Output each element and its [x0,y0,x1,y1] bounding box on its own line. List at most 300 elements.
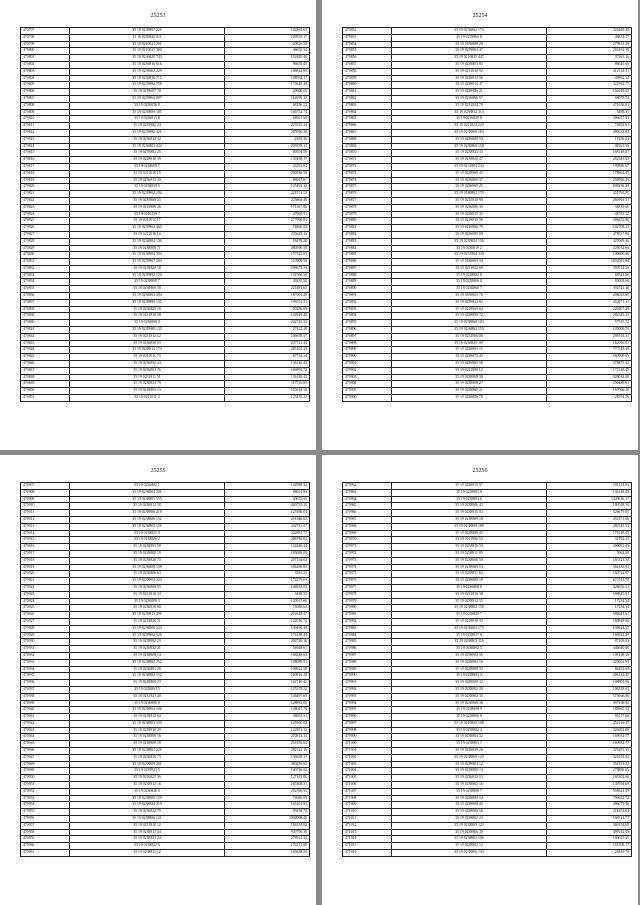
table-row [21,150,310,157]
record-id-cell: 470894 [343,313,392,320]
record-code-cell: 35 19 0238808 7 [70,279,225,286]
record-id-cell: 470925 [21,605,70,612]
record-amount-cell: 188965.53 [547,707,632,714]
record-code-cell: 35 19 0236809 89 [392,231,547,238]
record-id-cell: 470992 [343,686,392,693]
record-id-cell: 470866 [343,123,392,130]
record-id-cell: 470971 [343,544,392,551]
record-amount-cell: 325291.15 [547,748,632,755]
record-amount-cell: 199886.07 [547,163,632,170]
record-code-cell: 35 19 0238809 18 [392,516,547,523]
record-id-cell: 470841 [21,327,70,334]
record-id-cell: 470874 [343,177,392,184]
table-row [21,313,310,320]
record-amount-cell: 306435.80 [547,218,632,225]
record-code-cell: 35 19 0238814 47 [392,82,547,89]
record-id-cell: 471005 [343,775,392,782]
record-id-cell: 471011 [343,816,392,823]
record-amount-cell: 160722.07 [547,571,632,578]
table-row [343,272,632,279]
record-amount-cell: 423092.95 [547,659,632,666]
table-row [343,388,632,395]
record-amount-cell: 346640.80 [547,646,632,653]
record-code-cell: 35 19 0238802 35 [392,693,547,700]
record-id-cell: 470957 [21,822,70,829]
record-id-cell: 471016 [343,850,392,857]
record-id-cell: 470815 [21,150,70,157]
record-code-cell: 35 19 0186803 34 [392,259,547,266]
table-row [21,211,310,218]
table-row [21,578,310,585]
record-code-cell: 35 19 0238803 12 [392,761,547,768]
record-id-cell: 470928 [21,625,70,632]
record-amount-cell: 5962.98 [547,550,632,557]
record-id-cell: 470887 [343,265,392,272]
record-amount-cell: 87169.03 [547,639,632,646]
record-code-cell: 35 19 0236806 63 [70,571,225,578]
record-id-cell: 470797 [21,28,70,35]
record-code-cell: 35 19 0236808 36 [392,700,547,707]
record-id-cell: 470947 [21,754,70,761]
record-amount-cell: 171367.86 [225,204,310,211]
table-row [343,48,632,55]
record-amount-cell: 144988.32 [225,483,310,490]
record-id-cell: 470811 [21,123,70,130]
record-code-cell: 35 19 0211011 17 [70,218,225,225]
record-id-cell: 470988 [343,659,392,666]
record-id-cell: 470933 [21,659,70,666]
table-row [21,265,310,272]
record-amount-cell: 165638.58 [225,388,310,395]
table-row [343,591,632,598]
record-id-cell: 470939 [21,700,70,707]
table-row [21,843,310,850]
record-amount-cell: 100600.06 [547,252,632,259]
table-row [343,225,632,232]
record-amount-cell: 84492.69 [547,666,632,673]
record-code-cell: 35 19 0211806 53 [392,537,547,544]
record-amount-cell: 16478.20 [225,238,310,245]
record-code-cell: 35 19 0239862 363 [70,225,225,232]
table-row [21,95,310,102]
record-code-cell: 35 19 0236862 174 [392,28,547,35]
record-code-cell: 35 19 0238872 45 [392,354,547,361]
record-id-cell: 470861 [343,89,392,96]
record-id-cell: 470829 [21,245,70,252]
record-code-cell: 35 19 0238811 12 [70,850,225,857]
table-row [343,238,632,245]
record-amount-cell: 359514.39 [547,265,632,272]
record-id-cell: 471010 [343,809,392,816]
table-row [343,150,632,157]
record-amount-cell: 146935.93 [225,584,310,591]
record-id-cell: 470908 [21,489,70,496]
record-id-cell: 470855 [343,48,392,55]
record-code-cell: 35 19 0236815 97 [392,483,547,490]
record-id-cell: 470982 [343,618,392,625]
table-row [21,333,310,340]
record-code-cell: 35 19 0231810 18 [70,313,225,320]
record-amount-cell: 225866.48 [225,197,310,204]
record-id-cell: 470927 [21,618,70,625]
record-code-cell: 35 19 0238808 30 [392,374,547,381]
table-row [343,306,632,313]
table-row [21,802,310,809]
table-row [21,395,310,402]
record-id-cell: 470941 [21,714,70,721]
record-code-cell: 35 19 0236819 2 [392,245,547,252]
table-row [343,809,632,816]
table-row [21,680,310,687]
table-row [343,775,632,782]
record-id-cell: 470980 [343,605,392,612]
record-code-cell: 35 19 0238808 9 [392,707,547,714]
record-id-cell: 470990 [343,673,392,680]
table-row [21,748,310,755]
record-code-cell: 35 19 0239880 135 [70,299,225,306]
record-amount-cell: 242745.55 [225,320,310,327]
record-id-cell: 470911 [21,510,70,517]
record-code-cell: 35 19 0238808 71 [70,245,225,252]
record-amount-cell: 172279.03 [225,578,310,585]
record-id-cell: 470962 [343,483,392,490]
document-page-25253 [0,0,316,450]
record-id-cell: 470937 [21,686,70,693]
record-id-cell: 471002 [343,754,392,761]
record-code-cell: 35 19 0238869 183 [392,129,547,136]
table-row [21,686,310,693]
record-code-cell: 35 19 0238808 159 [70,795,225,802]
table-row [343,483,632,490]
record-amount-cell: 86667.67 [225,177,310,184]
record-amount-cell: 174212.08 [225,843,310,850]
record-id-cell: 470854 [343,41,392,48]
record-code-cell: 35 19 0238817 6 [392,632,547,639]
record-amount-cell: 136638.37 [225,754,310,761]
record-amount-cell: 106558.05 [547,686,632,693]
table-row [21,340,310,347]
record-amount-cell: 266993.31 [547,197,632,204]
record-id-cell: 470863 [343,102,392,109]
record-code-cell: 35 19 0231810 12 [70,822,225,829]
record-code-cell: 35 19 0238802 39 [392,686,547,693]
record-code-cell: 35 19 0239863 47 [392,48,547,55]
record-amount-cell: 130288.17 [225,157,310,164]
table-row [343,503,632,510]
table-row [21,510,310,517]
table-row [343,327,632,334]
record-code-cell: 35 19 0239868 55 [70,197,225,204]
table-row [343,136,632,143]
record-id-cell: 470825 [21,218,70,225]
record-id-cell: 470949 [21,768,70,775]
record-code-cell: 35 19 0239804 304 [70,252,225,259]
record-id-cell: 470900 [343,354,392,361]
record-amount-cell: 326656.31 [547,584,632,591]
table-row [21,618,310,625]
record-id-cell: 470806 [21,89,70,96]
record-amount-cell: 425969.46 [547,238,632,245]
table-row [343,523,632,530]
record-id-cell: 470973 [343,557,392,564]
table-row [343,734,632,741]
table-row [343,204,632,211]
record-id-cell: 470867 [343,129,392,136]
record-amount-cell: 108584.17 [225,75,310,82]
table-row [21,347,310,354]
record-code-cell: 35 19 0238803 355 [70,496,225,503]
record-code-cell: 35 19 0238823 24 [70,836,225,843]
record-id-cell: 470918 [21,557,70,564]
record-code-cell: 35 19 0239869 8 [392,34,547,41]
record-amount-cell: 558624.39 [547,788,632,795]
table-row [343,340,632,347]
record-table [20,27,310,402]
table-row [21,191,310,198]
table-row [343,293,632,300]
record-id-cell: 470835 [21,286,70,293]
record-code-cell: 35 19 0236809 55 [70,584,225,591]
record-id-cell: 470979 [343,598,392,605]
record-amount-cell: 160926.28 [225,673,310,680]
table-row [21,61,310,68]
record-code-cell: 35 19 0236862 153 [392,327,547,334]
record-code-cell: 35 19 0239824 156 [392,238,547,245]
table-row [343,714,632,721]
table-row [343,89,632,96]
table-row [21,816,310,823]
record-code-cell: 35 19 0238802 16 [392,782,547,789]
record-amount-cell: 298193.31 [547,333,632,340]
table-row [343,116,632,123]
record-amount-cell: 169982.77 [547,741,632,748]
record-amount-cell: 285956.30 [225,129,310,136]
record-id-cell: 471000 [343,741,392,748]
record-id-cell: 470873 [343,170,392,177]
page-number: 25255 [150,468,166,474]
record-amount-cell: 168148.07 [547,150,632,157]
record-code-cell: 35 19 0238808 7 [392,788,547,795]
record-id-cell: 470956 [21,816,70,823]
record-id-cell: 470940 [21,707,70,714]
table-row [21,714,310,721]
record-id-cell: 470888 [343,272,392,279]
table-row [343,788,632,795]
record-id-cell: 470877 [343,197,392,204]
record-code-cell: 35 19 0238826 51 [70,618,225,625]
record-id-cell: 470981 [343,612,392,619]
record-id-cell: 470897 [343,333,392,340]
record-code-cell: 35 19 0238806 45 [392,530,547,537]
record-code-cell: 35 19 0238806 56 [392,809,547,816]
record-code-cell: 35 19 0231811 51 [70,374,225,381]
table-row [21,768,310,775]
record-amount-cell: 122016.74 [225,618,310,625]
record-amount-cell: 286786.04 [225,537,310,544]
record-amount-cell: 110909.59 [225,259,310,266]
record-code-cell: 35 19 0210886 26 [70,204,225,211]
record-amount-cell: 125478.22 [225,395,310,402]
record-amount-cell: 146625.45 [547,836,632,843]
record-amount-cell: 321693.32 [547,754,632,761]
table-row [21,673,310,680]
table-row [21,82,310,89]
record-code-cell: 35 19 0239882 321 [70,129,225,136]
record-code-cell: 35 19 0238802 106 [392,836,547,843]
table-row [343,598,632,605]
record-amount-cell: 139594.68 [547,782,632,789]
table-row [343,659,632,666]
record-id-cell: 471006 [343,782,392,789]
record-amount-cell: 279813.30 [547,41,632,48]
record-id-cell: 470816 [21,157,70,164]
table-row [21,48,310,55]
record-amount-cell: 1002081.84 [547,259,632,266]
table-row [21,89,310,96]
record-code-cell: 35 19 0239887 226 [70,28,225,35]
record-id-cell: 470993 [343,693,392,700]
record-code-cell: 35 19 0238802 35 [392,652,547,659]
record-id-cell: 470907 [21,483,70,490]
record-id-cell: 470896 [343,327,392,334]
record-code-cell: 35 19 0218865 64 [392,306,547,313]
record-id-cell: 470936 [21,680,70,687]
record-code-cell: 35 19 0238806 8 [392,714,547,721]
record-id-cell: 470946 [21,748,70,755]
table-row [343,618,632,625]
record-amount-cell: 392741.38 [547,286,632,293]
record-code-cell: 35 19 0238808 43 [392,802,547,809]
record-amount-cell: 50286.69 [225,306,310,313]
record-amount-cell: 165308.51 [225,782,310,789]
record-code-cell: 35 19 0238806 8 [392,279,547,286]
record-code-cell: 35 19 0236808 3 [70,598,225,605]
record-code-cell: 35 19 0236803 28 [70,666,225,673]
record-id-cell: 470838 [21,306,70,313]
record-id-cell: 470852 [343,28,392,35]
table-row [21,727,310,734]
record-code-cell: 35 19 0231852 68 [392,265,547,272]
record-id-cell: 470862 [343,95,392,102]
table-row [343,727,632,734]
record-id-cell: 470871 [343,157,392,164]
record-code-cell: 35 19 0236812 53 [392,775,547,782]
table-row [21,34,310,41]
record-code-cell: 35 19 0238824 219 [70,802,225,809]
record-id-cell: 470923 [21,591,70,598]
record-code-cell: 35 19 0238822 8 [392,272,547,279]
record-id-cell: 470972 [343,550,392,557]
record-code-cell: 35 19 0218816 56 [392,218,547,225]
record-amount-cell: 17236.54 [547,136,632,143]
record-amount-cell: 68611.60 [225,116,310,123]
record-id-cell: 470948 [21,761,70,768]
table-row [21,293,310,300]
record-id-cell: 470865 [343,116,392,123]
record-id-cell: 470846 [21,361,70,368]
record-id-cell: 470879 [343,211,392,218]
record-id-cell: 470953 [21,795,70,802]
record-amount-cell: 3488.55 [225,591,310,598]
record-amount-cell: 48161.56 [547,143,632,150]
table-row [343,68,632,75]
record-code-cell: 35 19 0238860 45 [392,170,547,177]
record-id-cell: 470805 [21,82,70,89]
record-id-cell: 470959 [21,836,70,843]
record-id-cell: 470899 [343,347,392,354]
record-amount-cell: 326692.08 [547,727,632,734]
table-row [21,652,310,659]
table-row [343,109,632,116]
record-amount-cell: 48783.12 [547,211,632,218]
document-page-25254 [322,0,638,450]
record-amount-cell: 47969.51 [225,211,310,218]
record-amount-cell: 149496.48 [225,625,310,632]
record-amount-cell: 74892.61 [547,123,632,130]
record-amount-cell: 3581.25 [225,571,310,578]
record-amount-cell: 24849.79 [547,850,632,857]
record-code-cell: 35 19 0236802 5 [392,646,547,653]
record-amount-cell: 140736.02 [225,768,310,775]
record-id-cell: 470875 [343,184,392,191]
record-id-cell: 470964 [343,496,392,503]
record-code-cell: 35 19 0238811 63 [392,571,547,578]
record-code-cell: 35 19 0231810 24 [70,591,225,598]
table-row [343,850,632,857]
record-amount-cell: 560990.65 [547,354,632,361]
record-amount-cell: 282345.35 [547,313,632,320]
record-amount-cell: 57515.72 [547,320,632,327]
record-amount-cell: 176148.45 [547,530,632,537]
table-row [21,109,310,116]
table-row [21,252,310,259]
page-number: 25254 [472,13,488,19]
table-row [21,598,310,605]
table-row [343,584,632,591]
record-code-cell: 35 19 0238808 23 [70,680,225,687]
record-id-cell: 470836 [21,293,70,300]
record-code-cell: 35 19 0210021 300 [70,48,225,55]
record-code-cell: 35 19 0238803 58 [70,544,225,551]
record-amount-cell: 242731.07 [225,523,310,530]
record-code-cell: 35 19 0236815 8 [70,116,225,123]
record-id-cell: 470985 [343,639,392,646]
record-code-cell: 35 19 0236808 9 [70,320,225,327]
record-code-cell: 35 19 0238825 9 [70,530,225,537]
record-amount-cell: 120917.66 [225,598,310,605]
record-code-cell: 35 19 0236826 3 [70,788,225,795]
record-id-cell: 470883 [343,238,392,245]
record-amount-cell: 136148.43 [225,374,310,381]
record-amount-cell: 86645.69 [547,61,632,68]
record-id-cell: 470881 [343,225,392,232]
record-amount-cell: 412124.31 [547,68,632,75]
record-code-cell: 35 19 0238828 73 [70,557,225,564]
record-amount-cell: 166752.74 [225,109,310,116]
record-amount-cell: 67734.24 [225,354,310,361]
record-amount-cell: 96635.45 [225,61,310,68]
record-id-cell: 471001 [343,748,392,755]
table-row [21,523,310,530]
record-id-cell: 470882 [343,231,392,238]
record-amount-cell: 178864.45 [547,170,632,177]
record-code-cell: 35 19 0238899 72 [392,313,547,320]
record-id-cell: 470914 [21,530,70,537]
record-amount-cell: 68521.06 [547,272,632,279]
table-row [21,625,310,632]
table-row [21,646,310,653]
record-id-cell: 470905 [343,388,392,395]
